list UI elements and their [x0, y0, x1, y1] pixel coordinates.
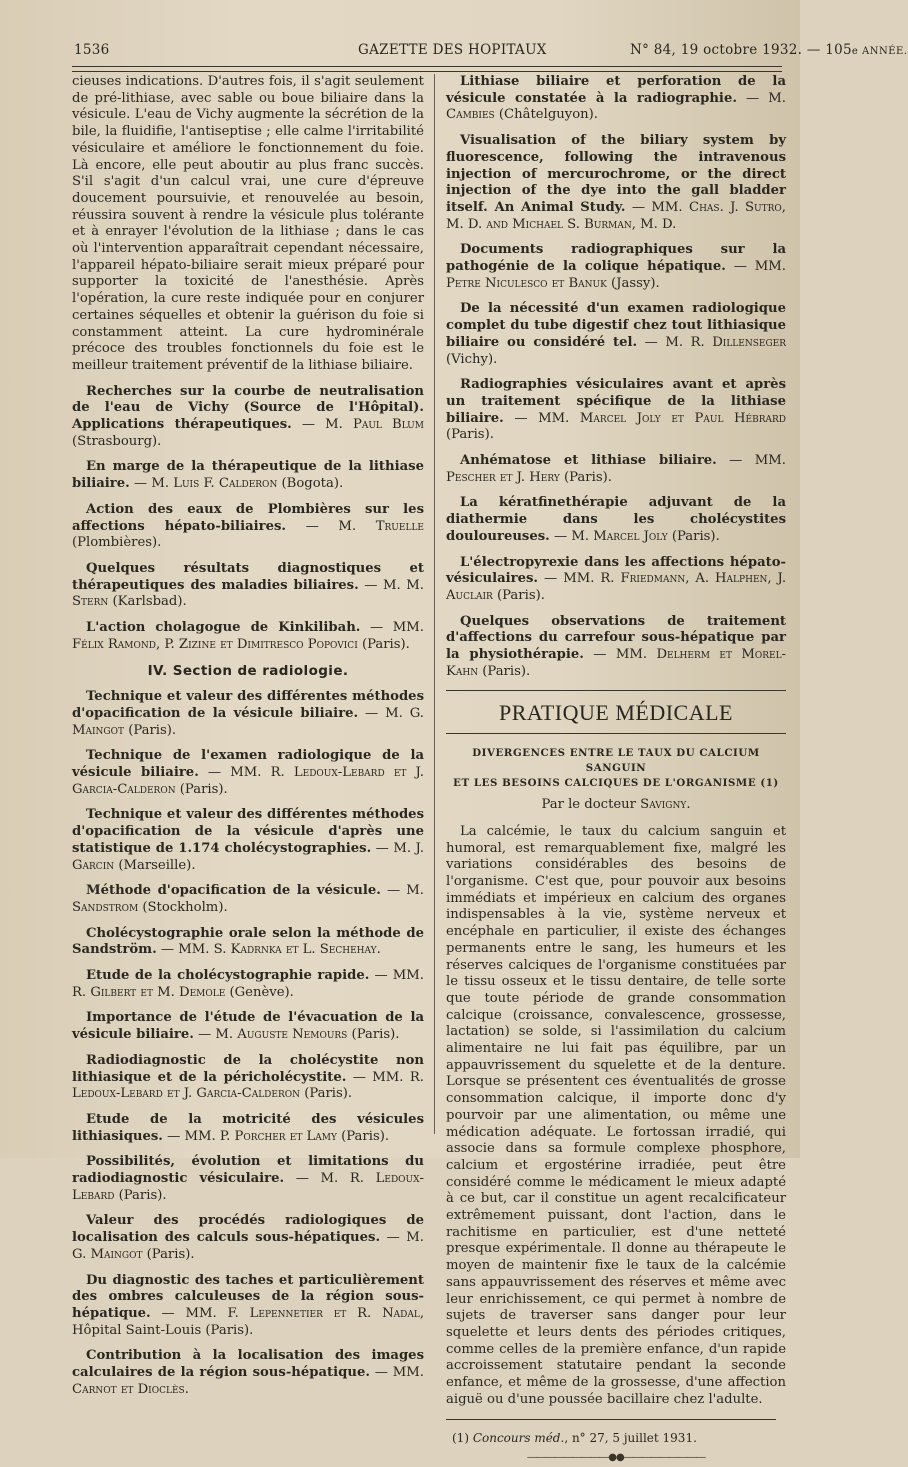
bibliography-entry [72, 926, 424, 959]
bibliography-entry [446, 242, 786, 292]
bibliography-entry [72, 1053, 424, 1103]
bibliography-entry [72, 689, 424, 739]
bibliography-entry [72, 1213, 424, 1263]
entry-author: MM. Pescher et J. Hery [446, 453, 786, 485]
issue-number: N° 84, 19 octobre 1932. — 105 [630, 42, 852, 58]
entry-place: (Paris). [175, 781, 228, 797]
entry-author: M. J. Garcin [72, 840, 424, 873]
column-separator [434, 74, 435, 1134]
entry-title: Quelques résultats diagnostiques et thérapeutiques des maladies biliaires. [72, 560, 424, 593]
left-column [72, 74, 424, 1408]
entry-title: De la nécessité d'un examen radiologique complet du tube digestif chez tout lithiasique biliaire ou considéré tel. [446, 301, 786, 350]
bibliography-entry [446, 495, 786, 545]
entry-title: Du diagnostic des taches et particulièrement des ombres calculeuses de la région sous-hépatique. [72, 1272, 424, 1321]
entry-place: (Paris). [357, 636, 410, 652]
issue-year-label: e ANNÉE. [851, 46, 908, 57]
entry-place: (Jassy). [606, 275, 660, 291]
entry-author: MM. Petre Niculesco et Banuk [446, 259, 786, 291]
entry-author: M. Auguste Nemours [215, 1027, 348, 1043]
article-body: La calcémie, le taux du calcium sanguin et humoral, est remarquablement fixe, malgré les variations considérables des besoins de l'organisme. C'est que, pour pouvoir aux besoins immédiats et impérieux en calcium des organes indispensables à la vie, système nerveux et encéphale en particulier, il existe des échanges permanents entre le sang, les humeurs et les réserves calciques de l'organisme constituées par le tissu osseux et le tissu dentaire, de telle sorte que toute période de grande consommation calcique (croissance, convalescence, grossesse, lactation) se solde, si l'assimilation du calcium alimentaire ne lui fait pas équilibre, par un appauvrissement du squelette et de la denture. Lorsque se présentent ces éventualités de grosse consommation calcique, il importe donc d'y pourvoir par une alimentation, ou même une médication adéquate. Le fortossan irradié, qui associe dans sa formule complexe phosphore, calcium et ergostérine irradiée, peut être considéré comme le médicament le mieux adapté à ce but, car il constitue un agent recalcificateur extrêmement puissant, dont l'action, dans le rachitisme en particulier, est d'une netteté presque expérimentale. Il donne au thérapeute le moyen de maintenir fixe le taux de la calcémie sans appauvrissement des réserves et même avec leur enrichissement, ce qui permet à nombre de sujets de traverser sans danger pour leur squelette et leurs dents des périodes critiques, comme celles de la première enfance, d'un rapide accroissement statutaire pendant la seconde enfance, et même de la grossesse, d'une affection aiguë ou d'une poussée bacillaire chez l'adulte. [446, 823, 786, 1407]
entry-title: Recherches sur la courbe de neutralisation de l'eau de Vichy (Source de l'Hôpital). Applications thérapeutiques. [72, 383, 424, 433]
entry-place: (Vichy). [446, 351, 498, 367]
header-rule-top [72, 66, 782, 67]
entry-separator: — [583, 647, 616, 663]
entry-author: MM. Félix Ramond, P. Zizine et Dimitresco Popovici [72, 620, 424, 652]
entry-place: (Paris). [336, 1128, 390, 1144]
entry-author: M. Sandstrom [72, 883, 424, 915]
entry-title: Cholécystographie orale selon la méthode de Sandström. [72, 925, 424, 958]
entry-separator: — [284, 1171, 321, 1187]
entry-author: M. R. Ledoux-Lebard [72, 1171, 424, 1203]
page-number: 1536 [74, 42, 110, 58]
article-author [446, 797, 786, 814]
entry-author: MM. Marcel Joly et Paul Hébrard [538, 410, 786, 426]
entry-place: (Stockholm). [138, 899, 228, 915]
bibliography-entry [72, 748, 424, 798]
footnote-source: Concours méd. [472, 1430, 565, 1445]
bibliography-entry [72, 1010, 424, 1043]
rubric-title: PRATIQUE MÉDICALE [499, 699, 733, 725]
entry-separator: — [346, 1069, 373, 1085]
entry-separator: — [625, 199, 652, 215]
entry-author: MM. R. Friedmann, A. Halphen, J. Auclair [446, 571, 787, 603]
bibliography-entry [446, 133, 786, 233]
entry-place: (Paris). [124, 722, 177, 738]
bibliography-entry [72, 502, 424, 552]
entry-author: MM. F. Lepennetier et R. Nadal [185, 1306, 420, 1321]
footnote-details: , n° 27, 5 juillet 1931. [564, 1430, 697, 1445]
bibliography-entry [446, 555, 786, 605]
bibliography-entry [446, 453, 786, 486]
entry-author: MM. P. Porcher et Lamy [184, 1128, 337, 1144]
footnote-mark: (1) [452, 1430, 473, 1445]
entry-title: Contribution à la localisation des images calculaires de la région sous-hépatique. [72, 1348, 424, 1381]
bibliography-entry [72, 1273, 424, 1340]
author-name: Savigny [640, 797, 687, 813]
entry-title: Technique de l'examen radiologique de la vésicule biliaire. [72, 748, 424, 781]
entry-author: MM. Carnot et Dioclès [72, 1365, 424, 1397]
entry-title: Quelques observations de traitement d'affections du carrefour sous-hépatique par la physiothérapie. [446, 613, 786, 663]
entry-title: Anhématose et lithiase biliaire. [460, 453, 717, 469]
entry-author: M. G. Maingot [72, 1230, 424, 1262]
end-ornament: ―――――――――●●――――――――― [527, 1452, 705, 1464]
section-title: IV. Section de radiologie. [147, 662, 349, 679]
entry-place: (Strasbourg). [72, 433, 162, 449]
entry-title: Valeur des procédés radiologiques de localisation des calculs sous-hépatiques. [72, 1213, 424, 1246]
entry-separator: — [369, 968, 393, 984]
entry-place: (Paris). [478, 663, 531, 679]
bibliography-entry [446, 377, 786, 444]
entry-author: M. Cambies [446, 90, 786, 123]
bibliography-entry [446, 74, 786, 124]
entry-place: (Paris). [446, 427, 494, 443]
entry-separator: — [380, 1230, 407, 1246]
entry-title: Technique et valeur des différentes méthodes d'opacification de la vésicule d'après une statistique de 1.174 cholécystographies. [72, 807, 424, 856]
bibliography-entry [72, 968, 424, 1001]
entry-separator: — [156, 942, 179, 958]
entry-author: M. Luis F. Calderon [151, 476, 278, 492]
entry-place: (Paris). [559, 469, 612, 485]
left-entries-before [72, 384, 424, 654]
intro-paragraph: cieuses indications. D'autres fois, il s'agit seulement de pré-lithiase, avec sable ou boue biliaire dans la vésicule. L'eau de Vichy augmente la sécrétion de la bile, la fluidifie, l'antiseptise ; elle calme l'irritabilité vésiculaire et améliore le fonctionnement du foie. Là encore, elle peut aboutir au plus franc succès. S'il s'agit d'un calcul vrai, une cure d'épreuve doucement poursuivie, et renouvelée au besoin, réussira souvent à rendre la vésicule plus tolérante et à enrayer l'évolution de la lithiase ; dans le cas où l'intervention apparaîtrait cependant nécessaire, l'appareil hépato-biliaire serait mieux préparé pour supporter la toxicité de l'anesthésie. Après l'opération, la cure reste indiquée pour en conjurer certaines séquelles et obtenir la guérison du foie si constamment atteint. La cure hydrominérale précoce des troubles fonctionnels du foie est le meilleur traitement préventif de la lithiase biliaire. [72, 74, 424, 373]
left-entries-after [72, 689, 424, 1398]
entry-place: . [184, 1381, 189, 1397]
entry-separator: — [193, 1027, 216, 1043]
entry-separator: — [360, 620, 393, 636]
entry-separator: — [736, 90, 769, 106]
entry-separator: — [358, 577, 384, 593]
entry-title: Documents radiographiques sur la pathogénie de la colique hépatique. [446, 242, 786, 275]
page-header [72, 42, 908, 66]
entry-place: (Paris). [114, 1187, 167, 1203]
right-column [446, 74, 786, 1467]
entry-author: MM. R. Ledoux-Lebard et J. Garcia-Calderon [72, 765, 424, 797]
entry-place: (Paris). [492, 587, 545, 603]
entry-place: (Paris). [300, 1086, 353, 1102]
entry-place: . [376, 942, 381, 958]
entry-author: M. Paul Blum [325, 417, 424, 433]
bibliography-entry [72, 1348, 424, 1398]
entry-title: L'action cholagogue de Kinkilibah. [86, 620, 361, 636]
rubric-rule-top [446, 690, 786, 691]
entry-title: Lithiase biliaire et perforation de la vésicule constatée à la radiographie. [446, 74, 786, 106]
bibliography-entry [72, 620, 424, 653]
article-title-line-1: DIVERGENCES ENTRE LE TAUX DU CALCIUM SANGUIN [472, 747, 760, 775]
entry-author: M. G. Maingot [72, 705, 424, 738]
entry-separator: — [725, 259, 755, 275]
author-prefix: Par le docteur [541, 797, 641, 813]
footnote [452, 1430, 786, 1447]
entry-title: En marge de la thérapeutique de la lithiase biliaire. [72, 459, 424, 492]
entry-author: M. Marcel Joly [571, 528, 668, 544]
entry-title: Importance de l'étude de l'évacuation de la vésicule biliaire. [72, 1010, 424, 1043]
entry-place: (Paris). [142, 1246, 195, 1262]
rubric-rule-bottom [446, 733, 786, 734]
header-rule-bottom [72, 71, 782, 72]
entry-separator: — [503, 410, 539, 426]
footnote-rule [446, 1419, 776, 1420]
entry-place: (Plombières). [72, 535, 162, 551]
entry-place: (Paris). [667, 528, 720, 544]
entry-author: M. Truelle [338, 518, 424, 534]
bibliography-entry [72, 561, 424, 611]
entry-separator: — [285, 518, 339, 534]
entry-title: L'électropyrexie dans les affections hépato-vésiculaires. [446, 554, 786, 587]
entry-separator: — [162, 1128, 185, 1144]
entry-separator: — [369, 1365, 393, 1381]
entry-separator: — [358, 705, 386, 721]
entry-place: (Genève). [225, 984, 294, 1000]
entry-author: M. M. Stern [72, 577, 424, 610]
bibliography-entry [72, 807, 424, 874]
entry-title: La kératfinethérapie adjuvant de la diathermie dans les cholécystites douloureuses. [446, 495, 786, 544]
entry-separator: — [150, 1306, 186, 1321]
entry-place: (Karlsbad). [108, 594, 187, 610]
journal-title: GAZETTE DES HOPITAUX [358, 42, 547, 58]
entry-place: (Châtelguyon). [494, 107, 598, 123]
article-title-line-2: ET LES BESOINS CALCIQUES DE L'ORGANISME (1) [453, 777, 779, 790]
entry-separator: — [291, 417, 326, 433]
entry-separator: — [129, 476, 152, 492]
entry-separator: — [716, 453, 755, 469]
bibliography-entry [446, 614, 786, 681]
issue-info [630, 42, 908, 58]
entry-separator: — [538, 571, 564, 587]
bibliography-entry [72, 384, 424, 451]
bibliography-entry [72, 1154, 424, 1204]
entry-separator: — [371, 840, 394, 856]
article-title [446, 746, 786, 791]
bibliography-entry [72, 459, 424, 492]
entry-author: MM. Delherm et Morel-Kahn [446, 647, 787, 679]
right-entries [446, 74, 786, 681]
author-suffix: . [686, 797, 691, 813]
entry-author: M. R. Dillenseger [665, 334, 786, 350]
entry-author: MM. R. Gilbert et M. Demole [72, 968, 424, 1000]
entry-place: (Bogota). [277, 476, 344, 492]
entry-separator: — [198, 765, 231, 781]
entry-author: MM. Chas. J. Sutro, M. D. and Michael S. Burman, M. D. [446, 199, 786, 232]
entry-title: Méthode d'opacification de la vésicule. [86, 883, 381, 899]
entry-separator: — [549, 528, 572, 544]
entry-title: Technique et valeur des différentes méthodes d'opacification de la vésicule biliaire. [72, 689, 424, 721]
entry-place: (Marseille). [114, 857, 196, 873]
entry-title: Etude de la motricité des vésicules lithiasiques. [72, 1111, 424, 1144]
entry-author: MM. R. Ledoux-Lebard et J. Garcia-Calderon [72, 1069, 424, 1102]
entry-title: Action des eaux de Plombières sur les affections hépato-biliaires. [72, 501, 424, 534]
entry-title: Etude de la cholécystographie rapide. [86, 968, 370, 984]
entry-title: Radiographies vésiculaires avant et après un traitement spécifique de la lithiase biliaire. [446, 377, 786, 426]
entry-author: MM. S. Kadrnka et L. Sechehay [178, 942, 377, 958]
bibliography-entry [72, 1112, 424, 1145]
entry-title: Possibilités, évolution et limitations du radiodiagnostic vésiculaire. [72, 1154, 424, 1187]
entry-separator: — [380, 883, 407, 899]
bibliography-entry [446, 301, 786, 368]
entry-title: Radiodiagnostic de la cholécystite non lithiasique et de la péricholécystite. [72, 1052, 424, 1085]
entry-place: (Paris). [347, 1027, 400, 1043]
entry-place: , Hôpital Saint-Louis (Paris). [72, 1306, 425, 1338]
entry-separator: — [637, 334, 666, 350]
bibliography-entry [72, 883, 424, 916]
entry-title: Visualisation of the biliary system by fluorescence, following the intravenous injection of mercurochrome, or the direct injection of the dye into the gall bladder itself. An Animal Study. [446, 133, 786, 215]
